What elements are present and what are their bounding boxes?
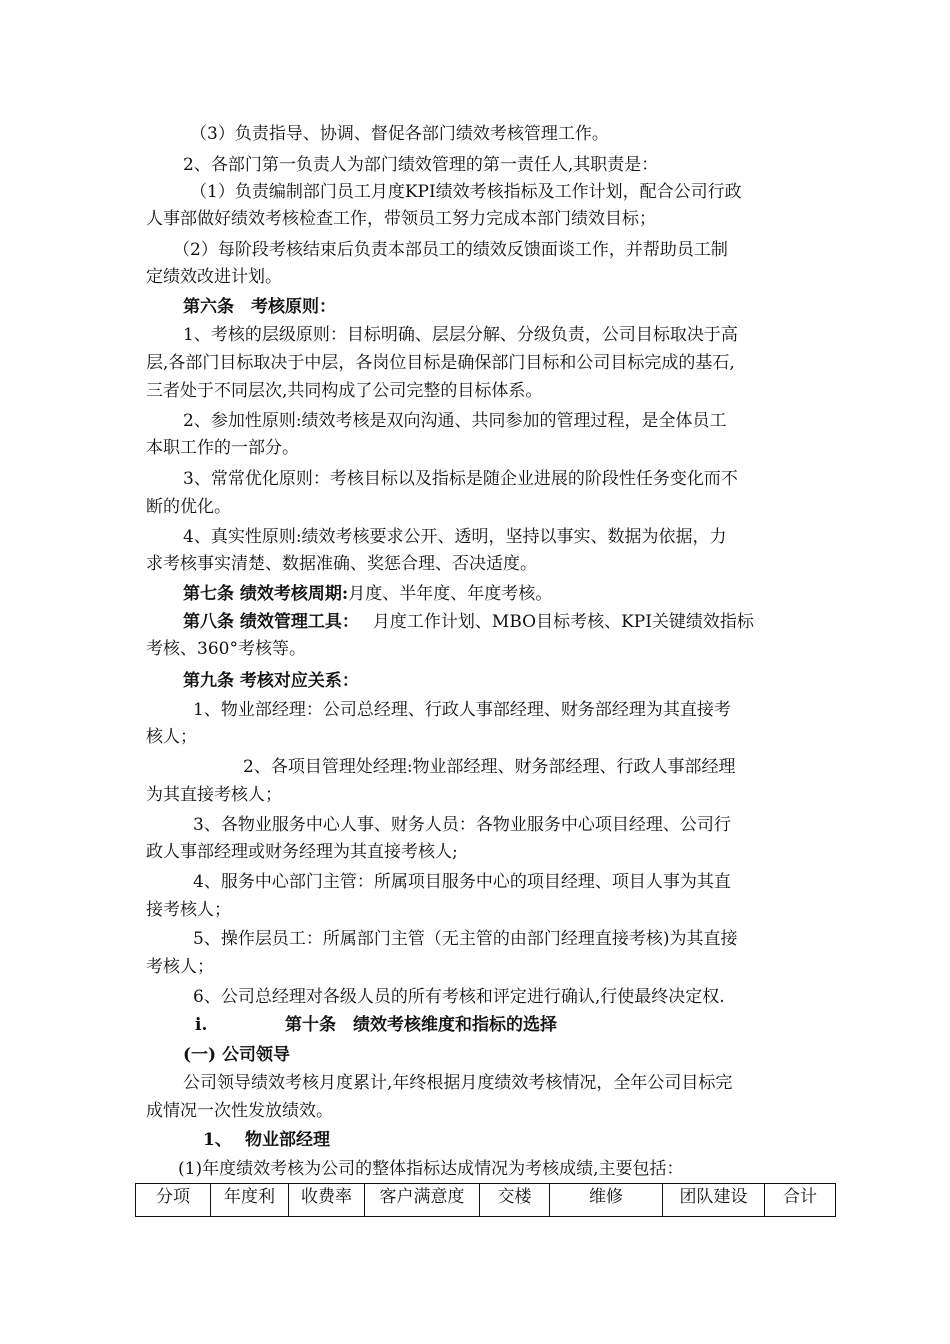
para-line: 公司领导绩效考核月度累计,年终根据月度绩效考核情况，全年公司目标完 [183, 1073, 733, 1093]
section-heading: 第十条 绩效考核维度和指标的选择 [285, 1015, 557, 1035]
section-heading: 第七条 绩效考核周期: [183, 584, 349, 604]
table-header-cell: 收费率 [289, 1184, 365, 1217]
subsection-heading: (一) 公司领导 [183, 1045, 291, 1065]
para-line: 1、考核的层级原则：目标明确、层层分解、分级负责，公司目标取决于高 [183, 325, 738, 345]
section-heading: 第六条 考核原则： [183, 297, 336, 317]
para-line: 2、各项目管理处经理:物业部经理、财务部经理、行政人事部经理 [243, 757, 736, 777]
para-line: （3）负责指导、协调、督促各部门绩效考核管理工作。 [190, 124, 609, 144]
para-line: (1)年度绩效考核为公司的整体指标达成情况为考核成绩,主要包括： [178, 1159, 684, 1179]
para-line: 考核、360°考核等。 [146, 639, 306, 659]
para-line: 4、服务中心部门主管：所属项目服务中心的项目经理、项目人事为其直 [193, 872, 731, 892]
para-line: 人事部做好绩效考核检查工作，带领员工努力完成本部门绩效目标； [146, 209, 656, 229]
para-line: 成情况一次性发放绩效。 [146, 1101, 333, 1121]
list-marker: i. [195, 1015, 208, 1035]
para-line: （1）负责编制部门员工月度KPI绩效考核指标及工作计划，配合公司行政 [190, 182, 742, 202]
table-header-row [136, 1184, 836, 1217]
section-heading: 第九条 考核对应关系： [183, 671, 359, 691]
section-line [183, 610, 754, 634]
para-line: 6、公司总经理对各级人员的所有考核和评定进行确认,行使最终决定权. [193, 987, 725, 1007]
para-line: 为其直接考核人； [146, 785, 282, 805]
table-header-cell: 合计 [765, 1184, 836, 1217]
para-line: 政人事部经理或财务经理为其直接考核人; [146, 842, 458, 862]
table-header-cell: 交楼 [480, 1184, 550, 1217]
assessment-table [135, 1183, 836, 1217]
table-header-cell: 团队建设 [663, 1184, 765, 1217]
section-heading: 第八条 绩效管理工具： [183, 612, 359, 632]
para-line: 2、参加性原则:绩效考核是双向沟通、共同参加的管理过程，是全体员工 [183, 411, 727, 431]
para-line: 考核人； [146, 957, 214, 977]
para-line: 断的优化。 [146, 497, 231, 517]
section-text: 月度、半年度、年度考核。 [348, 584, 553, 604]
para-line: 3、各物业服务中心人事、财务人员：各物业服务中心项目经理、公司行 [193, 815, 731, 835]
para-line: 核人； [146, 727, 197, 747]
para-line: 1、物业部经理：公司总经理、行政人事部经理、财务部经理为其直接考 [193, 700, 731, 720]
para-line: （2）每阶段考核结束后负责本部员工的绩效反馈面谈工作，并帮助员工制 [173, 240, 728, 260]
para-line: 层,各部门目标取决于中层，各岗位目标是确保部门目标和公司目标完成的基石, [146, 353, 735, 373]
para-line: 接考核人； [146, 900, 231, 920]
subsection-heading: 物业部经理 [245, 1130, 330, 1150]
table-header-cell: 分项 [136, 1184, 211, 1217]
table-header-cell: 年度利 [211, 1184, 289, 1217]
para-line: 3、常常优化原则：考核目标以及指标是随企业进展的阶段性任务变化而不 [183, 469, 738, 489]
para-line: 5、操作层员工：所属部门主管（无主管的由部门经理直接考核)为其直接 [193, 929, 738, 949]
table-header-cell: 维修 [550, 1184, 663, 1217]
list-marker: 1、 [203, 1130, 232, 1150]
para-line: 求考核事实清楚、数据准确、奖惩合理、否决适度。 [146, 554, 537, 574]
para-line: 三者处于不同层次,共同构成了公司完整的目标体系。 [146, 381, 543, 401]
para-line: 2、各部门第一负责人为部门绩效管理的第一责任人,其职责是： [183, 155, 659, 175]
section-line [183, 582, 552, 606]
section-text: 月度工作计划、MBO目标考核、KPI关键绩效指标 [372, 612, 754, 632]
para-line: 4、真实性原则:绩效考核要求公开、透明，坚持以事实、数据为依据，力 [183, 527, 727, 547]
para-line: 本职工作的一部分。 [146, 438, 299, 458]
para-line: 定绩效改进计划。 [146, 267, 282, 287]
table-header-cell: 客户满意度 [365, 1184, 480, 1217]
